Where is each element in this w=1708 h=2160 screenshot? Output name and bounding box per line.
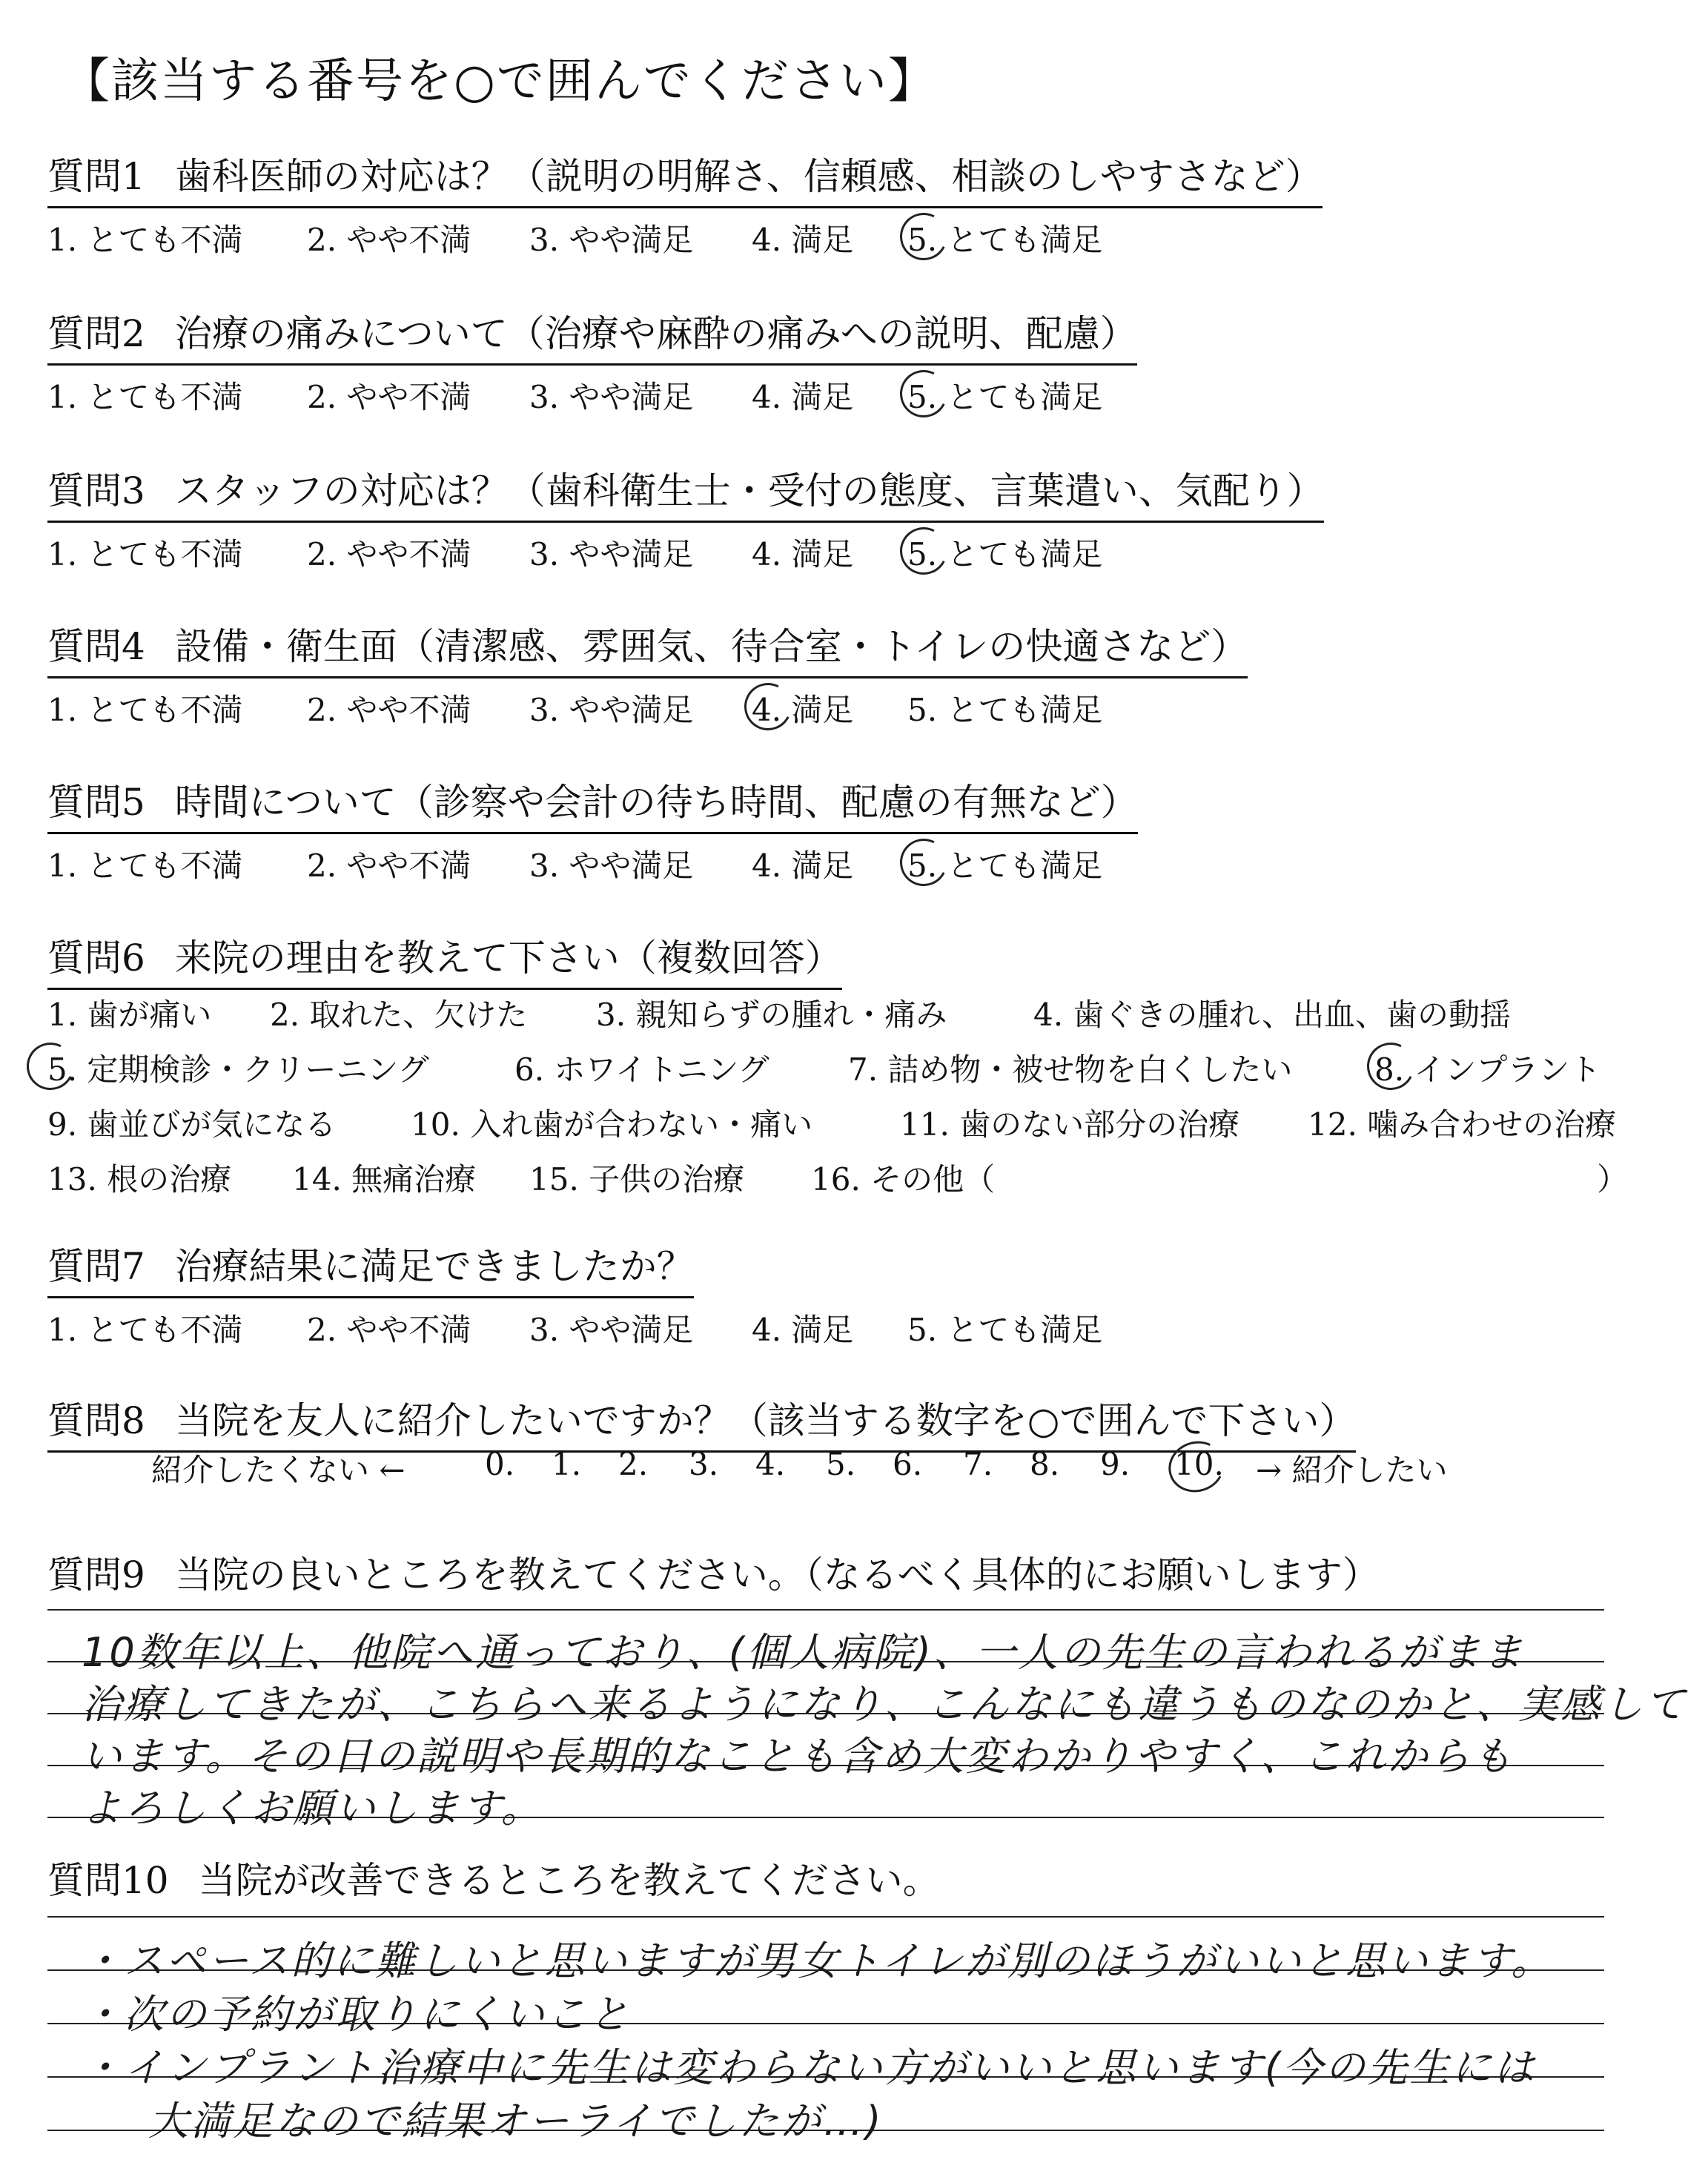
q8-score-5[interactable]: 5. bbox=[826, 1446, 856, 1482]
question-1-title bbox=[47, 147, 1323, 208]
q8-score-10[interactable]: 10. bbox=[1174, 1446, 1224, 1482]
q7-option-1[interactable]: 1. とても不満 bbox=[47, 1312, 243, 1348]
question-7 bbox=[47, 1237, 1103, 1350]
question-4-options bbox=[47, 686, 1248, 730]
q8-score-0[interactable]: 0. bbox=[485, 1446, 515, 1482]
q2-option-4[interactable]: 4. 満足 bbox=[752, 379, 854, 415]
q1-option-5[interactable]: 5. とても満足 bbox=[907, 222, 1103, 258]
q6-option-12[interactable]: 12. 噛み合わせの治療 bbox=[1308, 1106, 1617, 1143]
question-9-number: 質問9 bbox=[47, 1553, 145, 1596]
q5-option-3[interactable]: 3. やや満足 bbox=[529, 848, 694, 884]
question-3-text: スタッフの対応は？（歯科衛生士・受付の態度、言葉遣い、気配り） bbox=[174, 469, 1324, 512]
question-5-title bbox=[47, 773, 1138, 834]
question-5 bbox=[47, 773, 1138, 886]
question-6 bbox=[47, 928, 842, 990]
q3-option-2[interactable]: 2. やや不満 bbox=[307, 536, 471, 572]
question-8-scale bbox=[47, 1446, 1604, 1498]
q5-option-1[interactable]: 1. とても不満 bbox=[47, 848, 243, 884]
q1-option-1[interactable]: 1. とても不満 bbox=[47, 222, 243, 258]
question-2-text: 治療の痛みについて（治療や麻酔の痛みへの説明、配慮） bbox=[174, 312, 1137, 355]
q9-answer-line-3: います。その日の説明や長期的なことも含め大変わかりやすく、これからも bbox=[82, 1733, 1515, 1780]
question-3-options bbox=[47, 530, 1324, 575]
question-2-options bbox=[47, 373, 1137, 417]
question-6-number: 質問6 bbox=[47, 937, 145, 980]
question-4-number: 質問4 bbox=[47, 625, 145, 668]
q2-option-1[interactable]: 1. とても不満 bbox=[47, 379, 243, 415]
q6-row-2 bbox=[47, 1046, 1678, 1100]
question-8-number: 質問8 bbox=[47, 1399, 145, 1442]
q4-option-5[interactable]: 5. とても満足 bbox=[907, 692, 1103, 728]
question-9-title bbox=[47, 1545, 1380, 1599]
question-8-title bbox=[47, 1391, 1356, 1453]
q6-option-16[interactable]: 16. その他（ bbox=[811, 1161, 996, 1198]
question-2-title bbox=[47, 304, 1137, 366]
q6-option-9[interactable]: 9. 歯並びが気になる bbox=[47, 1106, 337, 1143]
q6-option-2[interactable]: 2. 取れた、欠けた bbox=[270, 997, 528, 1033]
question-5-text: 時間について（診察や会計の待ち時間、配慮の有無など） bbox=[174, 781, 1138, 824]
question-4-title bbox=[47, 617, 1248, 678]
q10-answer-line-4: 大満足なので結果オーライでしたが…) bbox=[148, 2098, 884, 2144]
question-3-number: 質問3 bbox=[47, 469, 145, 512]
q3-option-1[interactable]: 1. とても不満 bbox=[47, 536, 243, 572]
q4-option-4[interactable]: 4. 満足 bbox=[752, 692, 854, 728]
question-1-options bbox=[47, 216, 1323, 260]
q2-option-2[interactable]: 2. やや不満 bbox=[307, 379, 471, 415]
q7-option-2[interactable]: 2. やや不満 bbox=[307, 1312, 471, 1348]
q6-option-13[interactable]: 13. 根の治療 bbox=[47, 1161, 232, 1198]
q6-option-1[interactable]: 1. 歯が痛い bbox=[47, 997, 212, 1033]
q5-option-2[interactable]: 2. やや不満 bbox=[307, 848, 471, 884]
q10-rule-1 bbox=[47, 1916, 1604, 1918]
q8-score-2[interactable]: 2. bbox=[618, 1446, 649, 1482]
question-8 bbox=[47, 1391, 1356, 1453]
question-10-title bbox=[47, 1851, 940, 1904]
question-10-number: 質問10 bbox=[47, 1859, 169, 1902]
question-4-text: 設備・衛生面（清潔感、雰囲気、待合室・トイレの快適さなど） bbox=[174, 625, 1248, 668]
q9-answer-line-4: よろしくお願いします。 bbox=[82, 1785, 543, 1832]
q6-option-5[interactable]: 5. 定期検診・クリーニング bbox=[47, 1051, 429, 1088]
q8-score-3[interactable]: 3. bbox=[689, 1446, 719, 1482]
question-7-options bbox=[47, 1306, 1103, 1350]
q10-answer-line-3: ・インプラント治療中に先生は変わらない方がいいと思います(今の先生には bbox=[82, 2044, 1537, 2091]
q6-row-3 bbox=[47, 1100, 1678, 1155]
q1-option-2[interactable]: 2. やや不満 bbox=[307, 222, 471, 258]
q3-option-3[interactable]: 3. やや満足 bbox=[529, 536, 694, 572]
q8-left-label: 紹介したくない ← bbox=[151, 1452, 406, 1488]
q6-option-15[interactable]: 15. 子供の治療 bbox=[529, 1161, 745, 1198]
q6-option-14[interactable]: 14. 無痛治療 bbox=[292, 1161, 477, 1198]
question-6-text: 来院の理由を教えて下さい（複数回答） bbox=[174, 937, 842, 980]
q1-option-4[interactable]: 4. 満足 bbox=[752, 222, 854, 258]
q6-option-16-close: ） bbox=[1597, 1161, 1629, 1198]
q8-score-4[interactable]: 4. bbox=[755, 1446, 786, 1482]
q10-answer-line-1: ・スペース的に難しいと思いますが男女トイレが別のほうがいいと思います。 bbox=[82, 1938, 1554, 1984]
q4-option-2[interactable]: 2. やや不満 bbox=[307, 692, 471, 728]
question-5-options bbox=[47, 842, 1138, 886]
question-2-number: 質問2 bbox=[47, 312, 145, 355]
q6-option-8[interactable]: 8. インプラント bbox=[1374, 1051, 1601, 1088]
q6-option-6[interactable]: 6. ホワイトニング bbox=[514, 1051, 769, 1088]
question-2 bbox=[47, 304, 1137, 417]
question-7-number: 質問7 bbox=[47, 1245, 145, 1288]
q6-option-7[interactable]: 7. 詰め物・被せ物を白くしたい bbox=[848, 1051, 1293, 1088]
q9-rule-1 bbox=[47, 1609, 1604, 1611]
question-3-title bbox=[47, 461, 1324, 523]
q7-option-3[interactable]: 3. やや満足 bbox=[529, 1312, 694, 1348]
q5-option-4[interactable]: 4. 満足 bbox=[752, 848, 854, 884]
q10-answer-line-2: ・次の予約が取りにくいこと bbox=[82, 1991, 631, 2038]
q7-option-4[interactable]: 4. 満足 bbox=[752, 1312, 854, 1348]
question-7-text: 治療結果に満足できましたか？ bbox=[174, 1245, 694, 1288]
question-8-text: 当院を友人に紹介したいですか？（該当する数字を○で囲んで下さい） bbox=[174, 1399, 1357, 1442]
q6-row-4 bbox=[47, 1155, 1678, 1210]
question-1 bbox=[47, 147, 1323, 260]
q8-score-6[interactable]: 6. bbox=[893, 1446, 923, 1482]
q3-option-4[interactable]: 4. 満足 bbox=[752, 536, 854, 572]
q6-option-10[interactable]: 10. 入れ歯が合わない・痛い bbox=[411, 1106, 813, 1143]
q8-right-label: → 紹介したい bbox=[1256, 1452, 1448, 1488]
question-7-title bbox=[47, 1237, 694, 1298]
q9-answer-line-2: 治療してきたが、こちらへ来るようになり、こんなにも違うものなのかと、実感して bbox=[82, 1681, 1687, 1728]
q3-option-5[interactable]: 5. とても満足 bbox=[907, 536, 1103, 572]
q6-option-3[interactable]: 3. 親知らずの腫れ・痛み bbox=[596, 997, 947, 1033]
q9-answer-line-1: 10数年以上、他院へ通っており、(個人病院)、一人の先生の言われるがまま bbox=[82, 1629, 1525, 1676]
q6-option-11[interactable]: 11. 歯のない部分の治療 bbox=[900, 1106, 1240, 1143]
question-10-text: 当院が改善できるところを教えてください。 bbox=[198, 1859, 940, 1902]
q2-option-5[interactable]: 5. とても満足 bbox=[907, 379, 1103, 415]
page-header: 【該当する番号を○で囲んでください】 bbox=[62, 54, 937, 109]
question-5-number: 質問5 bbox=[47, 781, 145, 824]
q8-score-8[interactable]: 8. bbox=[1030, 1446, 1060, 1482]
question-3 bbox=[47, 461, 1324, 575]
question-6-options bbox=[47, 991, 1678, 1210]
q5-option-5[interactable]: 5. とても満足 bbox=[907, 848, 1103, 884]
question-1-text: 歯科医師の対応は？（説明の明解さ、信頼感、相談のしやすさなど） bbox=[174, 155, 1323, 198]
q7-option-5[interactable]: 5. とても満足 bbox=[907, 1312, 1103, 1348]
q6-option-4[interactable]: 4. 歯ぐきの腫れ、出血、歯の動揺 bbox=[1033, 997, 1511, 1033]
q8-score-7[interactable]: 7. bbox=[963, 1446, 993, 1482]
question-1-number: 質問1 bbox=[47, 155, 145, 198]
q8-score-9[interactable]: 9. bbox=[1100, 1446, 1131, 1482]
q6-row-1 bbox=[47, 991, 1678, 1046]
q8-score-1[interactable]: 1. bbox=[552, 1446, 582, 1482]
question-4 bbox=[47, 617, 1248, 730]
q4-option-1[interactable]: 1. とても不満 bbox=[47, 692, 243, 728]
q1-option-3[interactable]: 3. やや満足 bbox=[529, 222, 694, 258]
question-6-title bbox=[47, 928, 842, 990]
question-9-text: 当院の良いところを教えてください。（なるべく具体的にお願いします） bbox=[174, 1553, 1380, 1596]
q2-option-3[interactable]: 3. やや満足 bbox=[529, 379, 694, 415]
q4-option-3[interactable]: 3. やや満足 bbox=[529, 692, 694, 728]
